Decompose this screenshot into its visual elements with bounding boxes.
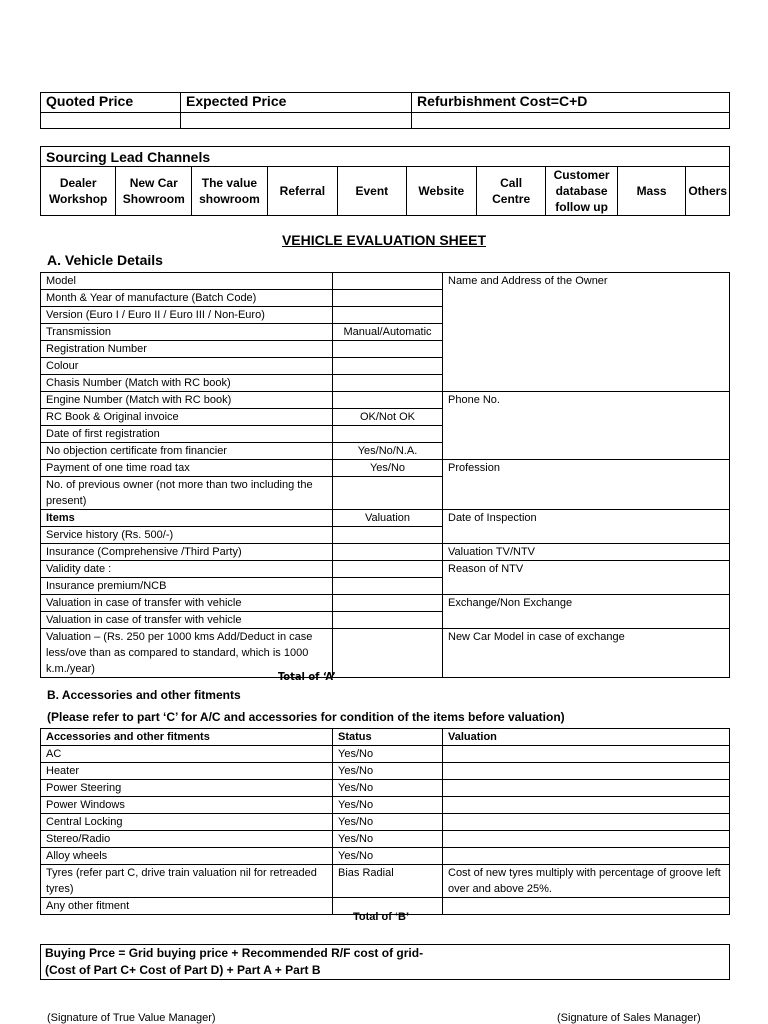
accessory-valuation[interactable] bbox=[443, 746, 730, 763]
accessory-valuation[interactable]: Cost of new tyres multiply with percentage of groove left over and above 25%. bbox=[443, 865, 730, 898]
vehicle-row bbox=[41, 460, 730, 477]
expected-price-header: Expected Price bbox=[181, 93, 412, 113]
vehicle-row-label: Registration Number bbox=[41, 341, 333, 358]
channel-label: Website bbox=[418, 184, 465, 198]
inspection-date-field[interactable]: Date of Inspection bbox=[443, 510, 730, 544]
vehicle-row-label: Date of first registration bbox=[41, 426, 333, 443]
accessory-item: Power Windows bbox=[41, 797, 333, 814]
channel-label: Referral bbox=[279, 184, 326, 198]
vehicle-row-label: No. of previous owner (not more than two including the present) bbox=[41, 477, 333, 510]
channel-label: Workshop bbox=[48, 192, 108, 206]
accessory-item: AC bbox=[41, 746, 333, 763]
vehicle-row-label: Valuation – (Rs. 250 per 1000 kms Add/Deduct in case less/ove than as compared to standard, which is 1000 k.m./year) bbox=[41, 629, 333, 678]
accessory-status[interactable]: Yes/No bbox=[333, 814, 443, 831]
channel-label: showroom bbox=[199, 192, 260, 206]
vehicle-row bbox=[41, 561, 730, 578]
new-car-model-field[interactable]: New Car Model in case of exchange bbox=[443, 629, 730, 678]
vehicle-row-label: Month & Year of manufacture (Batch Code) bbox=[41, 290, 333, 307]
vehicle-row-label: Valuation in case of transfer with vehicle bbox=[41, 595, 333, 612]
accessory-status[interactable]: Yes/No bbox=[333, 848, 443, 865]
accessory-valuation[interactable] bbox=[443, 831, 730, 848]
vehicle-row-label: Engine Number (Match with RC book) bbox=[41, 392, 333, 409]
channel-cell[interactable] bbox=[406, 167, 476, 216]
accessory-row bbox=[41, 831, 730, 848]
accessory-valuation[interactable] bbox=[443, 814, 730, 831]
accessory-item: Stereo/Radio bbox=[41, 831, 333, 848]
vehicle-row-label: Items bbox=[41, 510, 333, 527]
sourcing-title: Sourcing Lead Channels bbox=[41, 147, 730, 167]
channel-cell[interactable] bbox=[41, 167, 116, 216]
accessory-valuation[interactable] bbox=[443, 898, 730, 915]
vehicle-row-value[interactable] bbox=[333, 544, 443, 561]
vehicle-details-table bbox=[40, 272, 730, 678]
vehicle-row-value[interactable] bbox=[333, 612, 443, 629]
accessory-row bbox=[41, 814, 730, 831]
vehicle-row-value[interactable] bbox=[333, 375, 443, 392]
vehicle-row-value[interactable] bbox=[333, 578, 443, 595]
vehicle-row-value[interactable] bbox=[333, 358, 443, 375]
accessory-row bbox=[41, 763, 730, 780]
vehicle-row-label: Transmission bbox=[41, 324, 333, 341]
accessory-status[interactable]: Yes/No bbox=[333, 763, 443, 780]
signature-sales-manager: (Signature of Sales Manager) bbox=[557, 1012, 701, 1024]
vehicle-row-value[interactable] bbox=[333, 595, 443, 612]
accessory-item: Any other fitment bbox=[41, 898, 333, 915]
vehicle-row-label: Chasis Number (Match with RC book) bbox=[41, 375, 333, 392]
section-b-title: B. Accessories and other fitments bbox=[47, 688, 241, 702]
accessory-valuation[interactable] bbox=[443, 780, 730, 797]
vehicle-row-label: Insurance premium/NCB bbox=[41, 578, 333, 595]
total-b: Total of ‘B’ bbox=[353, 911, 410, 923]
accessory-row bbox=[41, 780, 730, 797]
channel-label: database bbox=[555, 184, 608, 198]
section-a-title: A. Vehicle Details bbox=[47, 252, 163, 268]
vehicle-row-value[interactable] bbox=[333, 426, 443, 443]
vehicle-row-label: Version (Euro I / Euro II / Euro III / Non-Euro) bbox=[41, 307, 333, 324]
channel-label: New Car bbox=[129, 176, 178, 190]
channel-label: Dealer bbox=[59, 176, 97, 190]
vehicle-row bbox=[41, 273, 730, 290]
accessory-status[interactable]: Yes/No bbox=[333, 797, 443, 814]
vehicle-row-label: Valuation in case of transfer with vehicle bbox=[41, 612, 333, 629]
accessory-valuation[interactable] bbox=[443, 797, 730, 814]
accessory-status[interactable]: Yes/No bbox=[333, 746, 443, 763]
total-a: Total of ‘A’ bbox=[278, 670, 336, 683]
vehicle-row-value[interactable]: Yes/No/N.A. bbox=[333, 443, 443, 460]
quoted-price-field[interactable] bbox=[41, 113, 181, 129]
channel-label: The value bbox=[201, 176, 258, 190]
vehicle-row-value[interactable] bbox=[333, 273, 443, 290]
buying-price-line1: Buying Prce = Grid buying price + Recommended R/F cost of grid- bbox=[45, 946, 424, 960]
valuation-tv-field[interactable]: Valuation TV/NTV bbox=[443, 544, 730, 561]
channel-label: Customer bbox=[553, 168, 610, 182]
channel-cell[interactable] bbox=[337, 167, 406, 216]
channel-label: Mass bbox=[636, 184, 667, 198]
channel-label: follow up bbox=[555, 200, 608, 214]
accessory-status[interactable]: Yes/No bbox=[333, 831, 443, 848]
vehicle-row-value[interactable] bbox=[333, 307, 443, 324]
refurbishment-cost-header: Refurbishment Cost=C+D bbox=[412, 93, 730, 113]
sheet-title: VEHICLE EVALUATION SHEET bbox=[281, 232, 487, 248]
vehicle-row-label: Insurance (Comprehensive /Third Party) bbox=[41, 544, 333, 561]
section-b-note: (Please refer to part ‘C’ for A/C and accessories for condition of the items before valuation) bbox=[47, 710, 565, 724]
channel-cell[interactable] bbox=[617, 167, 685, 216]
vehicle-row-value[interactable]: Yes/No bbox=[333, 460, 443, 477]
accessory-valuation[interactable] bbox=[443, 763, 730, 780]
exchange-field[interactable]: Exchange/Non Exchange bbox=[443, 595, 730, 629]
buying-price-box bbox=[40, 944, 730, 980]
profession-field[interactable]: Profession bbox=[443, 460, 730, 510]
channel-cell[interactable] bbox=[192, 167, 268, 216]
vehicle-row-label: Service history (Rs. 500/-) bbox=[41, 527, 333, 544]
vehicle-row-value[interactable] bbox=[333, 629, 443, 678]
accessory-valuation[interactable] bbox=[443, 848, 730, 865]
accessory-item: Tyres (refer part C, drive train valuation nil for retreaded tyres) bbox=[41, 865, 333, 898]
accessory-row bbox=[41, 797, 730, 814]
acc-header-status: Status bbox=[333, 729, 443, 746]
channel-label: Event bbox=[355, 184, 389, 198]
channel-cell[interactable] bbox=[546, 167, 618, 216]
vehicle-row-value[interactable]: OK/Not OK bbox=[333, 409, 443, 426]
vehicle-row-value[interactable] bbox=[333, 477, 443, 510]
accessory-status[interactable]: Bias Radial bbox=[333, 865, 443, 898]
refurbishment-cost-field[interactable] bbox=[412, 113, 730, 129]
vehicle-row-label: RC Book & Original invoice bbox=[41, 409, 333, 426]
channel-label: Call bbox=[500, 176, 523, 190]
vehicle-row-label: Colour bbox=[41, 358, 333, 375]
expected-price-field[interactable] bbox=[181, 113, 412, 129]
vehicle-row-label: Payment of one time road tax bbox=[41, 460, 333, 477]
sourcing-channels-row bbox=[41, 167, 730, 216]
vehicle-row-label: No objection certificate from financier bbox=[41, 443, 333, 460]
acc-header-valuation: Valuation bbox=[443, 729, 730, 746]
channel-label: Showroom bbox=[122, 192, 185, 206]
accessory-item: Power Steering bbox=[41, 780, 333, 797]
accessory-status[interactable]: Yes/No bbox=[333, 780, 443, 797]
accessory-item: Alloy wheels bbox=[41, 848, 333, 865]
vehicle-row-value[interactable]: Manual/Automatic bbox=[333, 324, 443, 341]
accessory-item: Heater bbox=[41, 763, 333, 780]
channel-label: Centre bbox=[492, 192, 531, 206]
vehicle-row-label: Model bbox=[41, 273, 333, 290]
accessory-row bbox=[41, 746, 730, 763]
vehicle-row bbox=[41, 629, 730, 678]
accessory-row bbox=[41, 848, 730, 865]
channel-cell[interactable] bbox=[116, 167, 192, 216]
buying-price-line2: (Cost of Part C+ Cost of Part D) + Part A + Part B bbox=[45, 963, 321, 977]
vehicle-row-value[interactable] bbox=[333, 561, 443, 578]
vehicle-row bbox=[41, 544, 730, 561]
vehicle-row bbox=[41, 392, 730, 409]
phone-field[interactable]: Phone No. bbox=[443, 392, 730, 460]
vehicle-row-value[interactable]: Valuation bbox=[333, 510, 443, 527]
accessory-row bbox=[41, 865, 730, 898]
acc-header-item: Accessories and other fitments bbox=[41, 729, 333, 746]
vehicle-row bbox=[41, 595, 730, 612]
signature-true-value-manager: (Signature of True Value Manager) bbox=[47, 1012, 216, 1024]
accessories-table bbox=[40, 728, 730, 915]
reason-ntv-field[interactable]: Reason of NTV bbox=[443, 561, 730, 595]
channel-cell[interactable] bbox=[686, 167, 730, 216]
vehicle-row-label: Validity date : bbox=[41, 561, 333, 578]
vehicle-row-value[interactable] bbox=[333, 392, 443, 409]
vehicle-row bbox=[41, 510, 730, 527]
vehicle-row-value[interactable] bbox=[333, 527, 443, 544]
quoted-price-header: Quoted Price bbox=[41, 93, 181, 113]
vehicle-row-value[interactable] bbox=[333, 290, 443, 307]
channel-label: Others bbox=[688, 184, 727, 198]
accessory-item: Central Locking bbox=[41, 814, 333, 831]
channel-cell[interactable] bbox=[476, 167, 545, 216]
vehicle-row-value[interactable] bbox=[333, 341, 443, 358]
owner-address-field[interactable]: Name and Address of the Owner bbox=[443, 273, 730, 392]
price-table bbox=[40, 92, 730, 129]
channel-cell[interactable] bbox=[267, 167, 337, 216]
sourcing-table bbox=[40, 146, 730, 216]
